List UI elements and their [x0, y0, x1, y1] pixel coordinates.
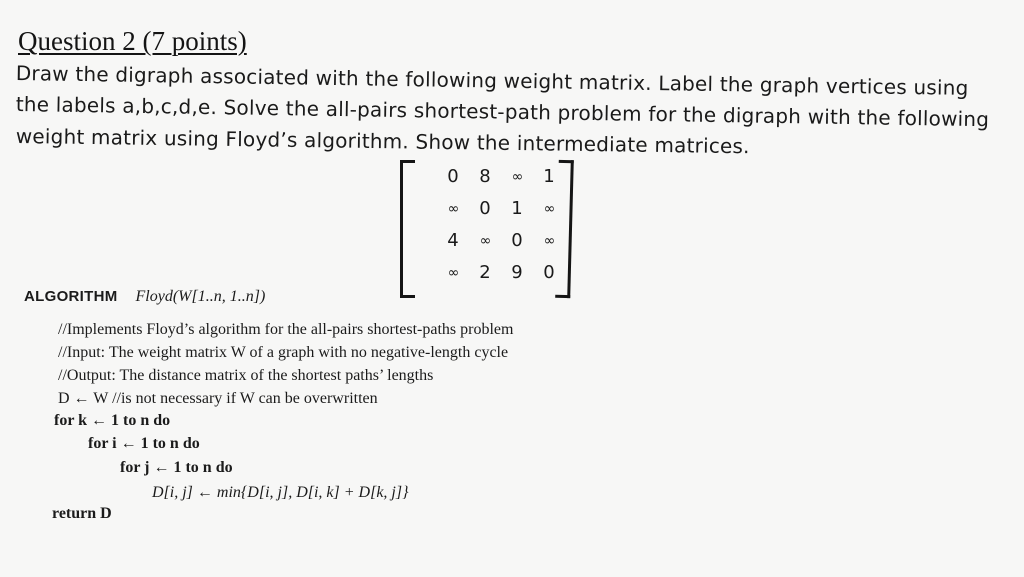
question-title: Question 2 (7 points)	[18, 26, 247, 56]
matrix-cell: 0	[479, 198, 491, 219]
matrix-cell: 0	[543, 262, 555, 283]
algorithm-header	[24, 288, 265, 306]
algorithm-loop-i: for i ← 1 to n do	[88, 435, 200, 452]
algorithm-comment-2: //Input: The weight matrix W of a graph with no negative-length cycle	[58, 344, 509, 361]
matrix-cell: 1	[511, 198, 523, 219]
matrix-cell: 9	[511, 262, 523, 283]
matrix-cell: 1	[543, 166, 555, 187]
matrix-cell: 2	[479, 262, 491, 283]
weight-matrix	[398, 158, 576, 298]
algorithm-update: D[i, j] ← min{D[i, j], D[i, k] + D[k, j]}	[152, 484, 409, 501]
algorithm-return: return D	[52, 505, 112, 522]
matrix-cell: 0	[447, 166, 459, 187]
algorithm-loop-k: for k ← 1 to n do	[54, 412, 171, 429]
algorithm-comment-1: //Implements Floyd’s algorithm for the all-pairs shortest-paths problem	[58, 321, 514, 338]
matrix-cell: ∞	[511, 169, 523, 185]
matrix-left-bracket	[400, 160, 415, 298]
algorithm-comment-3: //Output: The distance matrix of the shortest paths’ lengths	[58, 367, 434, 384]
matrix-cell: ∞	[479, 233, 491, 249]
algorithm-loop-j: for j ← 1 to n do	[120, 459, 233, 476]
question-text-line-3: weight matrix using Floyd’s algorithm. Show the intermediate matrices.	[15, 124, 750, 159]
matrix-cell: ∞	[543, 233, 555, 249]
matrix-cell: ∞	[447, 201, 459, 217]
matrix-cell: 8	[479, 166, 491, 187]
question-text-line-1: Draw the digraph associated with the following weight matrix. Label the graph vertices using	[15, 61, 969, 100]
matrix-cell: ∞	[447, 265, 459, 281]
algorithm-keyword: ALGORITHM	[24, 288, 118, 305]
matrix-cell: ∞	[543, 201, 555, 217]
matrix-cell: 0	[511, 230, 523, 251]
question-text-line-2: the labels a,b,c,d,e. Solve the all-pairs shortest-path problem for the digraph with the following	[15, 92, 990, 132]
algorithm-signature: Floyd(W[1..n, 1..n])	[135, 288, 266, 305]
matrix-cell: 4	[447, 230, 459, 251]
algorithm-assignment: D ← W //is not necessary if W can be overwritten	[58, 390, 378, 407]
